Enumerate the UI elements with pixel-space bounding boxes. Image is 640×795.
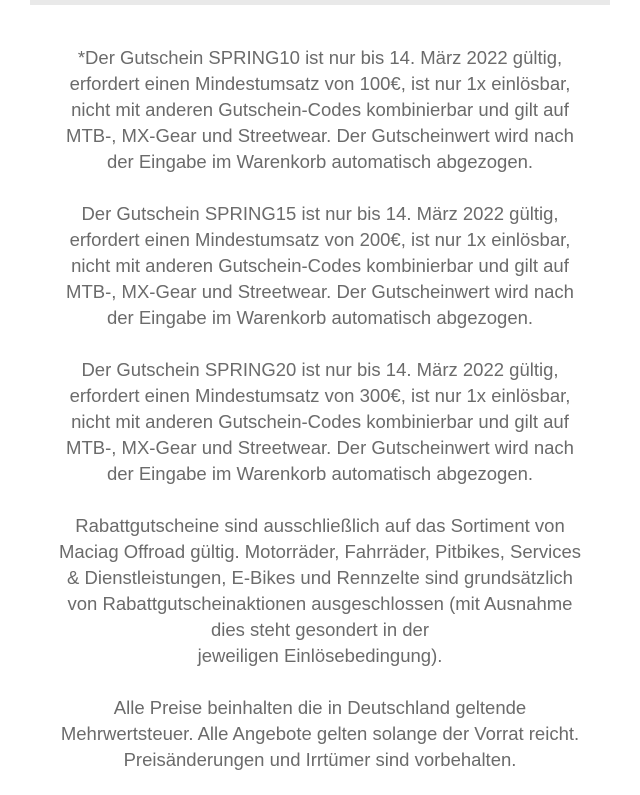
text-line: Der Gutschein SPRING15 ist nur bis 14. März 2022 gültig, xyxy=(81,203,559,224)
price-notice xyxy=(20,695,620,773)
text-line: Rabattgutscheine sind ausschließlich auf das Sortiment von xyxy=(75,515,565,536)
text-line: jeweiligen Einlösebedingung). xyxy=(197,645,443,666)
voucher-exclusions xyxy=(20,513,620,669)
text-line: Mehrwertsteuer. Alle Angebote gelten solange der Vorrat reicht. xyxy=(60,723,580,744)
text-line: von Rabattgutscheinaktionen ausgeschlossen (mit Ausnahme xyxy=(67,593,573,614)
text-line: erfordert einen Mindestumsatz von 300€, ist nur 1x einlösbar, xyxy=(69,385,571,406)
text-line: MTB-, MX-Gear und Streetwear. Der Gutscheinwert wird nach xyxy=(66,125,574,146)
spring10-terms xyxy=(20,45,620,175)
text-line: der Eingabe im Warenkorb automatisch abgezogen. xyxy=(106,151,534,172)
text-line: erfordert einen Mindestumsatz von 200€, ist nur 1x einlösbar, xyxy=(69,229,571,250)
text-line: der Eingabe im Warenkorb automatisch abgezogen. xyxy=(106,463,534,484)
top-divider-band xyxy=(30,0,610,5)
text-line: *Der Gutschein SPRING10 ist nur bis 14. März 2022 gültig, xyxy=(77,47,563,68)
text-line: dies steht gesondert in der xyxy=(210,619,430,640)
text-line: & Dienstleistungen, E-Bikes und Rennzelte sind grundsätzlich xyxy=(67,567,573,588)
text-line: nicht mit anderen Gutschein-Codes kombinierbar und gilt auf xyxy=(71,99,569,120)
text-line: Alle Preise beinhalten die in Deutschland geltende xyxy=(113,697,527,718)
text-line: MTB-, MX-Gear und Streetwear. Der Gutscheinwert wird nach xyxy=(66,281,574,302)
text-line: erfordert einen Mindestumsatz von 100€, ist nur 1x einlösbar, xyxy=(69,73,571,94)
spring20-terms xyxy=(20,357,620,487)
text-line: nicht mit anderen Gutschein-Codes kombinierbar und gilt auf xyxy=(71,411,569,432)
text-line: der Eingabe im Warenkorb automatisch abgezogen. xyxy=(106,307,534,328)
spring15-terms xyxy=(20,201,620,331)
voucher-disclaimer xyxy=(20,45,620,773)
text-line: MTB-, MX-Gear und Streetwear. Der Gutscheinwert wird nach xyxy=(66,437,574,458)
text-line: Preisänderungen und Irrtümer sind vorbehalten. xyxy=(123,749,517,770)
text-line: Maciag Offroad gültig. Motorräder, Fahrräder, Pitbikes, Services xyxy=(58,541,581,562)
text-line: nicht mit anderen Gutschein-Codes kombinierbar und gilt auf xyxy=(71,255,569,276)
text-line: Der Gutschein SPRING20 ist nur bis 14. März 2022 gültig, xyxy=(81,359,559,380)
